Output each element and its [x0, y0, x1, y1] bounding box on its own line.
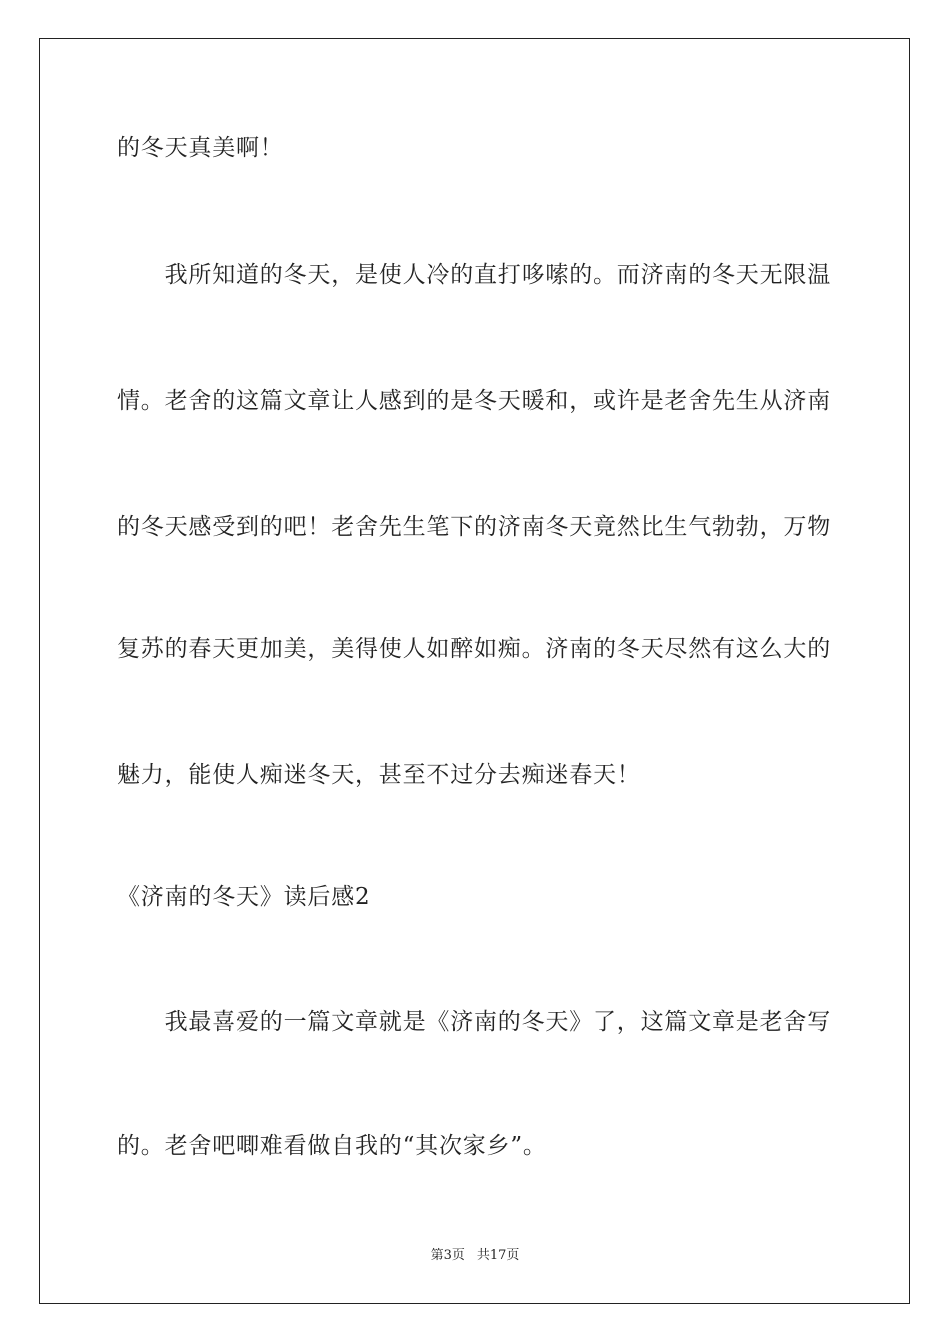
paragraph-line: 魅力，能使人痴迷冬天，甚至不过分去痴迷春天！	[117, 762, 641, 788]
paragraph-line: 复苏的春天更加美，美得使人如醉如痴。济南的冬天尽然有这么大的	[117, 636, 831, 662]
paragraph-line: 情。老舍的这篇文章让人感到的是冬天暖和，或许是老舍先生从济南	[117, 388, 831, 414]
paragraph-line: 的冬天真美啊！	[117, 135, 284, 161]
page-border	[39, 38, 910, 1304]
paragraph-line: 我所知道的冬天，是使人冷的直打哆嗦的。而济南的冬天无限温	[117, 262, 831, 288]
paragraph-line: 我最喜爱的一篇文章就是《济南的冬天》了，这篇文章是老舍写	[117, 1009, 831, 1035]
page-number: 第3页	[430, 1248, 465, 1263]
paragraph-line: 的。老舍吧唧难看做自我的“其次家乡”。	[117, 1133, 547, 1159]
page-total: 共17页	[476, 1248, 520, 1263]
paragraph-line: 的冬天感受到的吧！老舍先生笔下的济南冬天竟然比生气勃勃，万物	[117, 514, 831, 540]
page-footer	[0, 1247, 950, 1265]
section-heading: 《济南的冬天》读后感2	[117, 884, 371, 910]
